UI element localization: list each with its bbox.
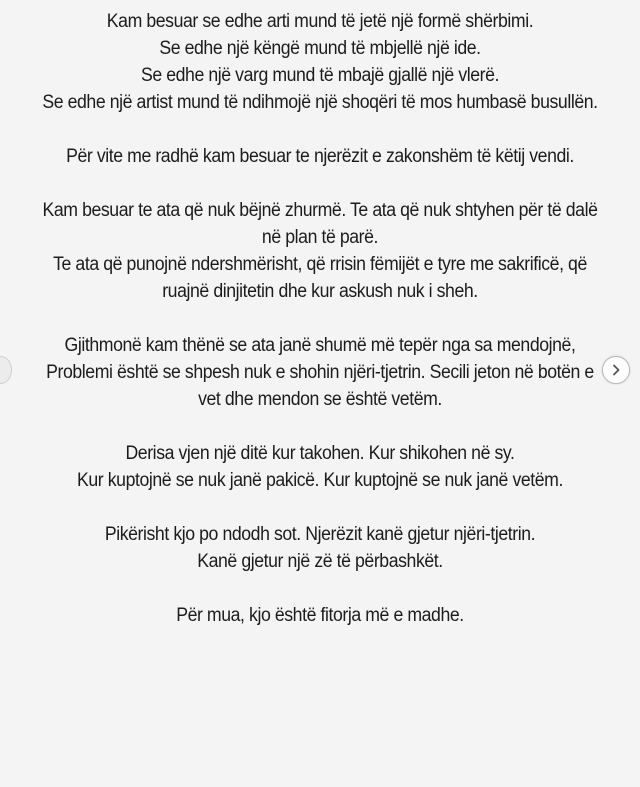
text-line: Se edhe një varg mund të mbajë gjallë një vlerë. bbox=[140, 65, 500, 86]
previous-slide-button[interactable] bbox=[0, 356, 12, 384]
text-line: Se edhe një artist mund të ndihmojë një shoqëri të mos humbasë busullën. bbox=[42, 92, 598, 113]
post-text bbox=[22, 8, 617, 656]
text-line: Kam besuar te ata që nuk bëjnë zhurmë. Te ata që nuk shtyhen për të dalë bbox=[42, 200, 598, 221]
text-line: Pikërisht kjo po ndodh sot. Njerëzit kanë gjetur njëri-tjetrin. bbox=[104, 524, 536, 545]
text-line: vet dhe mendon se është vetëm. bbox=[198, 389, 442, 410]
paragraph-3 bbox=[22, 197, 617, 305]
text-line: Te ata që punojnë ndershmërisht, që rrisin fëmijët e tyre me sakrificë, që bbox=[53, 254, 587, 275]
paragraph-5 bbox=[22, 440, 617, 494]
text-line: Për vite me radhë kam besuar te njerëzit e zakonshëm të këtij vendi. bbox=[66, 146, 574, 167]
paragraph-4 bbox=[22, 332, 617, 413]
text-line: në plan të parë. bbox=[261, 227, 379, 248]
paragraph-7 bbox=[22, 602, 617, 629]
paragraph-2 bbox=[22, 143, 617, 170]
chevron-right-icon bbox=[610, 364, 622, 376]
text-line: Kur kuptojnë se nuk janë pakicë. Kur kuptojnë se nuk janë vetëm. bbox=[77, 470, 563, 491]
paragraph-1 bbox=[22, 8, 617, 116]
next-slide-button[interactable] bbox=[602, 356, 630, 384]
text-line: Kanë gjetur një zë të përbashkët. bbox=[197, 551, 443, 572]
text-line: Derisa vjen një ditë kur takohen. Kur shikohen në sy. bbox=[125, 443, 515, 464]
text-line: Problemi është se shpesh nuk e shohin njëri-tjetrin. Secili jeton në botën e bbox=[46, 362, 594, 383]
text-line: Se edhe një këngë mund të mbjellë një ide. bbox=[159, 38, 481, 59]
text-line: Gjithmonë kam thënë se ata janë shumë më tepër nga sa mendojnë, bbox=[64, 335, 576, 356]
text-line: Për mua, kjo është fitorja më e madhe. bbox=[176, 605, 464, 626]
text-line: ruajnë dinjitetin dhe kur askush nuk i sheh. bbox=[162, 281, 478, 302]
paragraph-6 bbox=[22, 521, 617, 575]
text-line: Kam besuar se edhe arti mund të jetë një formë shërbimi. bbox=[106, 11, 534, 32]
